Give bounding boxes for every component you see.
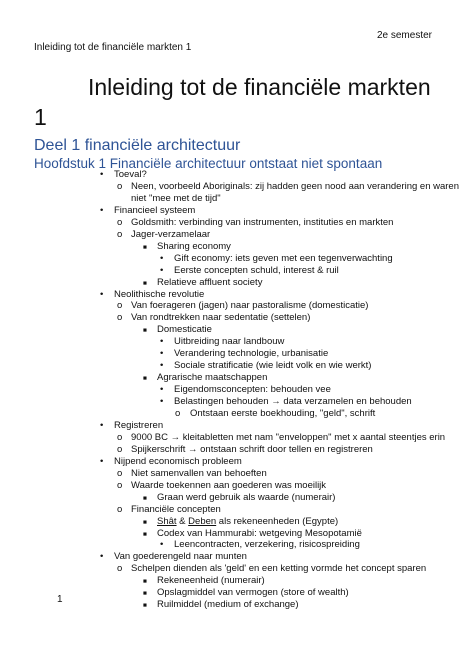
outline-item: Registreren <box>114 419 164 431</box>
bullet-circle-icon: o <box>117 180 123 192</box>
bullet-circle-icon: o <box>117 467 123 479</box>
heading-chapter: Hoofdstuk 1 Financiële architectuur ontstaat niet spontaan <box>34 156 383 171</box>
outline-item: Graan werd gebruik als waarde (numerair) <box>157 491 336 503</box>
outline-item: Spijkerschrift → ontstaan schrift door tellen en registreren <box>131 443 373 455</box>
bullet-square-icon: ■ <box>143 602 147 610</box>
outline-item: Belastingen behouden → data verzamelen en behouden <box>174 396 412 408</box>
outline-item: Goldsmith: verbinding van instrumenten, instituties en markten <box>131 216 394 228</box>
bullet-circle-icon: o <box>117 216 123 228</box>
bullet-circle-icon: o <box>117 300 123 312</box>
outline-item: Ruilmiddel (medium of exchange) <box>157 599 299 611</box>
bullet-dot-icon: • <box>100 419 104 431</box>
outline-item: Sociale stratificatie (wie leidt volk en wie werkt) <box>174 360 372 372</box>
bullet-circle-icon: o <box>175 408 181 419</box>
bullet-dot-icon: • <box>160 360 164 372</box>
outline-item: Ontstaan eerste boekhouding, "geld", schrift <box>190 408 376 419</box>
bullet-circle-icon: o <box>117 479 123 491</box>
running-header: Inleiding tot de financiële markten 1 <box>34 42 192 53</box>
outline-item: 9000 BC → kleitabletten met nam "enveloppen" met x aantal steentjes erin <box>131 431 446 443</box>
outline-item: Codex van Hammurabi: wetgeving Mesopotamië <box>157 527 362 539</box>
outline-item-part: & <box>176 515 189 527</box>
outline-item: Schelpen dienden als 'geld' en een ketting vormde het concept sparen <box>131 563 427 575</box>
bullet-circle-icon: o <box>117 312 123 324</box>
bullet-dot-icon: • <box>100 551 104 563</box>
outline-item: Waarde toekennen aan goederen was moeilijk <box>131 479 327 491</box>
outline-item: Van rondtrekken naar sedentatie (settelen) <box>131 312 311 324</box>
outline-item: Niet samenvallen van behoeften <box>131 467 267 479</box>
outline-item: Uitbreiding naar landbouw <box>174 336 285 348</box>
outline-item: Van goederengeld naar munten <box>114 551 247 563</box>
outline-item-part: als rekeneenheden (Egypte) <box>216 515 339 527</box>
outline-item: Neen, voorbeeld Aboriginals: zij hadden geen nood aan verandering en waren <box>131 180 459 192</box>
bullet-dot-icon: • <box>160 264 164 276</box>
outline-item: Van foerageren (jagen) naar pastoralisme (domesticatie) <box>131 300 369 312</box>
bullet-dot-icon: • <box>160 384 164 396</box>
bullet-square-icon: ■ <box>143 243 147 251</box>
bullet-circle-icon: o <box>117 431 123 443</box>
bullet-circle-icon: o <box>117 228 123 240</box>
bullet-dot-icon: • <box>160 252 164 264</box>
bullet-square-icon: ■ <box>143 518 147 526</box>
outline-item: Gift economy: iets geven met een tegenverwachting <box>174 252 393 264</box>
bullet-dot-icon: • <box>160 348 164 360</box>
outline-item: Neolithische revolutie <box>114 288 205 300</box>
outline-item: Sharing economy <box>157 240 231 252</box>
bullet-square-icon: ■ <box>143 375 147 383</box>
bullet-circle-icon: o <box>117 563 123 575</box>
outline-item: Eigendomsconcepten: behouden vee <box>174 384 331 396</box>
bullet-circle-icon: o <box>117 503 123 515</box>
outline-item: Leencontracten, verzekering, risicospreiding <box>174 539 360 551</box>
outline-item: Jager-verzamelaar <box>131 228 211 240</box>
bullet-square-icon: ■ <box>143 327 147 335</box>
outline-item: Verandering technologie, urbanisatie <box>174 348 329 360</box>
bullet-dot-icon: • <box>160 336 164 348</box>
heading-part: Deel 1 financiële architectuur <box>34 137 241 154</box>
bullet-square-icon: ■ <box>143 530 147 538</box>
bullet-dot-icon: • <box>160 539 164 551</box>
outline-item: Financiële concepten <box>131 503 221 515</box>
outline-item: Eerste concepten schuld, interest & ruil <box>174 264 339 276</box>
bullet-dot-icon: • <box>160 396 164 408</box>
outline-item: Rekeneenheid (numerair) <box>157 575 265 587</box>
bullet-circle-icon: o <box>117 443 123 455</box>
outline-item: Agrarische maatschappen <box>157 372 268 384</box>
bullet-square-icon: ■ <box>143 590 147 598</box>
outline-item: Toeval? <box>114 169 147 180</box>
outline-item <box>157 516 338 528</box>
outline-item: Domesticatie <box>157 324 212 336</box>
bullet-dot-icon: • <box>100 455 104 467</box>
outline-item: niet "mee met de tijd" <box>131 192 221 204</box>
outline-item: Financieel systeem <box>114 204 196 216</box>
document-title: Inleiding tot de financiële markten 1 <box>34 74 431 130</box>
bullet-square-icon: ■ <box>143 578 147 586</box>
bullet-dot-icon: • <box>100 169 104 180</box>
outline-item-part: Shât <box>157 515 177 527</box>
outline-item-part: Deben <box>188 515 217 527</box>
outline-item: Relatieve affluent society <box>157 276 263 288</box>
outline-item: Nijpend economisch probleem <box>114 455 242 467</box>
semester-label: 2e semester <box>376 30 432 41</box>
page-number: 1 <box>57 594 63 605</box>
bullet-dot-icon: • <box>100 288 104 300</box>
bullet-dot-icon: • <box>100 204 104 216</box>
bullet-square-icon: ■ <box>143 279 147 287</box>
outline-item: Opslagmiddel van vermogen (store of wealth) <box>157 587 349 599</box>
bullet-square-icon: ■ <box>143 494 147 502</box>
